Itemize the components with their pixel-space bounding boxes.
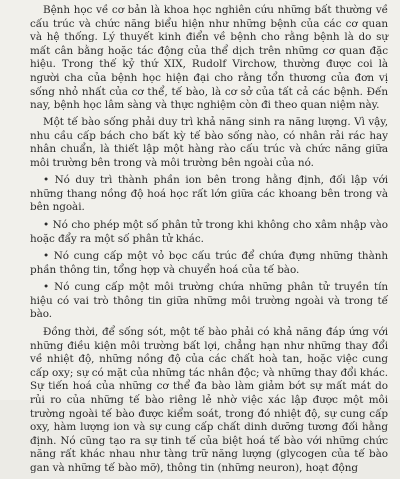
paragraph-1: Bệnh học về cơ bản là khoa học nghiên cứu những bất thường về cấu trúc và chức năng biểu hiện như những bệnh của các cơ quan và hệ thống. Lý thuyết kinh điển về bệnh cho rằng bệnh là do sự mất cân bằng hoặc tác động của thể dịch trên những cơ quan đặc hiệu. Trong thế kỷ thứ XIX, Rudolf Virchow, thường được coi là người cha của bệnh học hiện đại cho rằng tổn thương của đơn vị sống nhỏ nhất của cơ thể, tế bào, là cơ sở của tất cả các bệnh. Đến nay, bệnh học lâm sàng và thực nghiệm còn đi theo quan niệm này. xyxy=(30,4,388,112)
bullet-item-1: • Nó duy trì thành phần ion bên trong hằng định, đối lập với những thang nồng độ hoá học rất lớn giữa các khoang bên trong và bên ngoài. xyxy=(30,174,388,214)
bullet-item-4: • Nó cung cấp một môi trường chứa những phân tử truyền tín hiệu có vai trò thông tin giữa những môi trường ngoài và trong tế bào. xyxy=(30,281,388,321)
paragraph-2: Một tế bào sống phải duy trì khả năng sinh ra năng lượng. Vì vậy, nhu cầu cấp bách cho bất kỳ tế bào sống nào, có nhân rải rác hay nhân chuẩn, là thiết lập một hàng rào cấu trúc và chức năng giữa môi trường bên trong và môi trường bên ngoài của nó. xyxy=(30,116,388,170)
paragraph-3: Đồng thời, để sống sót, một tế bào phải có khả năng đáp ứng với những điều kiện môi trường bất lợi, chẳng hạn như những thay đổi về nhiệt độ, những nồng độ của các chất hoà tan, hoặc việc cung cấp oxy; sự có mặt của những tác nhân độc; và những thay đổi khác. Sự tiến hoá của những cơ thể đa bào làm giảm bớt sự mất mát do rủi ro của những tế bào riêng lẻ nhờ việc xác lập được một môi trường ngoài tế bào được kiểm soát, trong đó nhiệt độ, sự cung cấp oxy, hàm lượng ion và sự cung cấp chất dinh dưỡng tương đối hằng định. Nó cũng tạo ra sự tinh tế của biệt hoá tế bào với những chức năng rất khác nhau như tàng trữ năng lượng (glycogen của tế bào gan và những tế bào mỡ), thông tin (những neuron), hoạt động xyxy=(30,326,388,474)
bullet-item-3: • Nó cung cấp một vỏ bọc cấu trúc để chứa đựng những thành phần thông tin, tổng hợp và chuyển hoá của tế bào. xyxy=(30,250,388,276)
body-text xyxy=(30,4,388,479)
bullet-item-2: • Nó cho phép một số phân tử trong khi không cho xâm nhập vào hoặc đẩy ra một số phân tử khác. xyxy=(30,218,388,245)
